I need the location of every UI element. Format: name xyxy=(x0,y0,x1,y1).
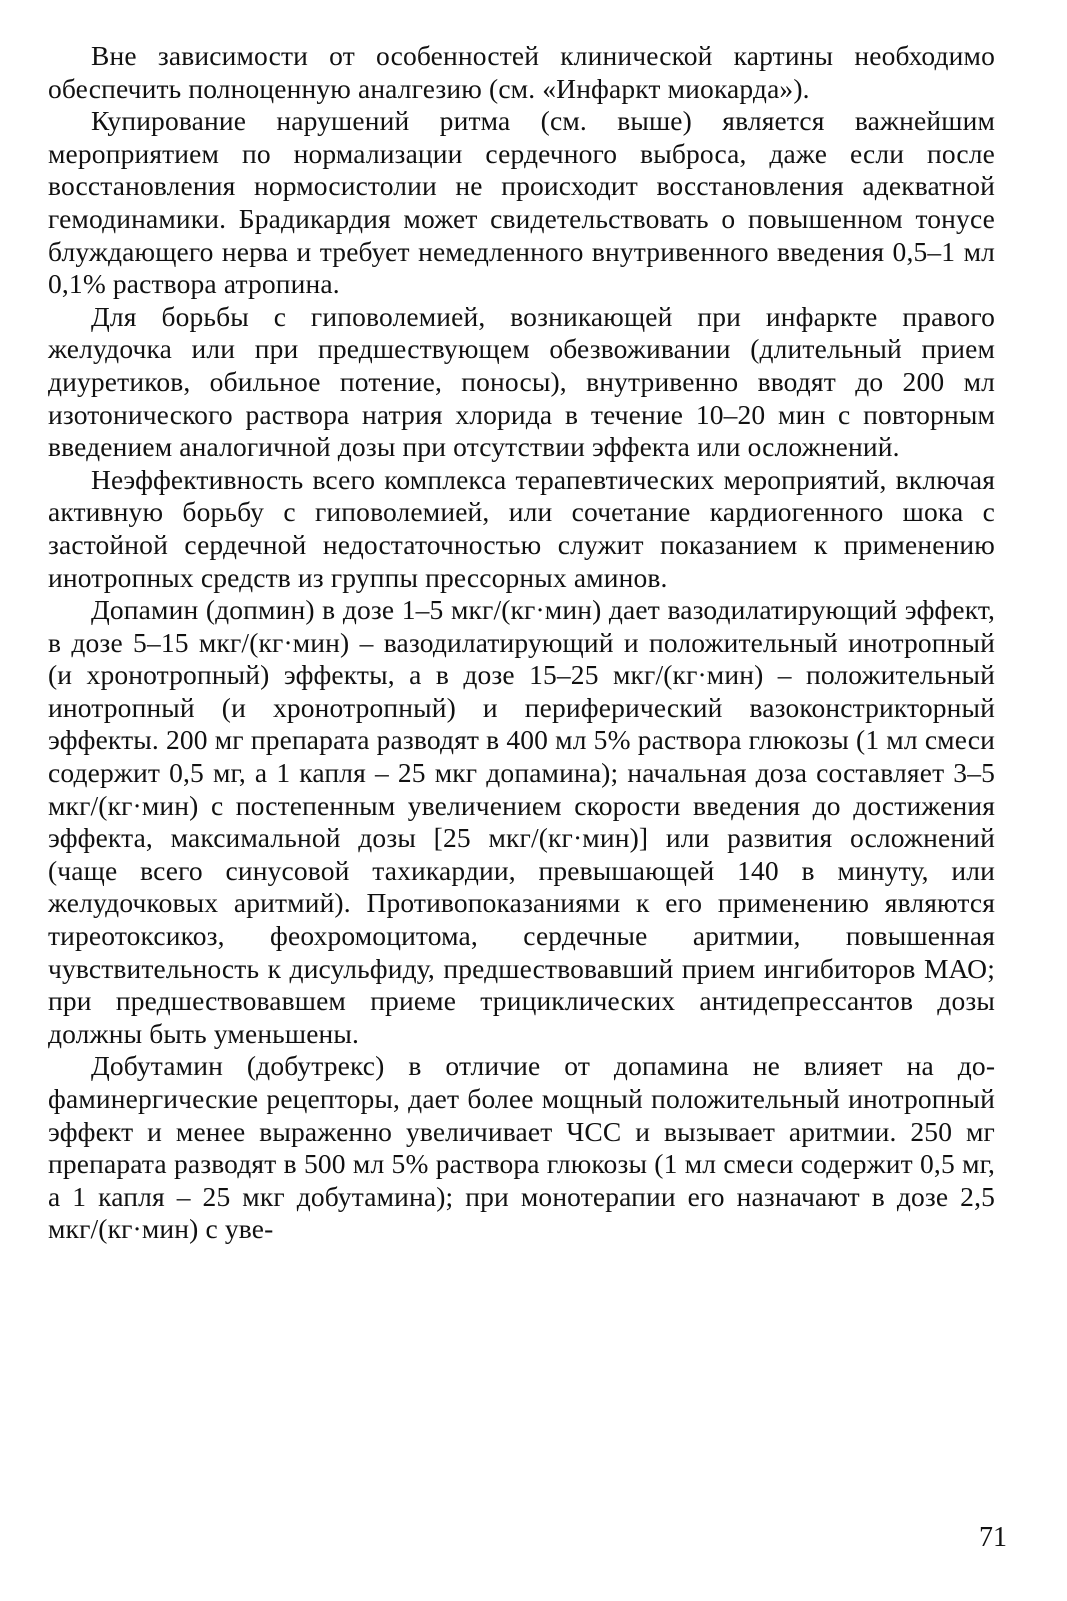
paragraph-arrhythmia: Купирование нарушений ритма (см. выше) является важнейшим мероприятием по нормализации сердечного выброса, даже если после восстановления нормосистолии не происходит восстановления адекватной гемодинамики. Брадикардия может свидетельствовать о повышенном тонусе блуждающего нерва и требует немедленного внутривенного введения 0,5–1 мл 0,1% раствора атропина. xyxy=(48,105,995,300)
paragraph-dopamine: Допамин (допмин) в дозе 1–5 мкг/(кг·мин) дает вазодилатирующий эффект, в дозе 5–15 мкг/(кг·мин) – вазодилатирующий и положительный инотропный (и хронотропный) эффекты, а в дозе 15–25 мкг/(кг·мин) – положительный инотропный (и хронотропный) и периферический вазоконстрикторный эффекты. 200 мг препарата разводят в 400 мл 5% раствора глюкозы (1 мл смеси содержит 0,5 мг, а 1 капля – 25 мкг допамина); начальная доза составляет 3–5 мкг/(кг·мин) с постепенным увеличением скорости введения до достижения эффекта, максимальной дозы [25 мкг/(кг·мин)] или развития осложнений (чаще всего синусовой тахикардии, превышающей 140 в минуту, или желудочковых аритмий). Противопоказаниями к его применению являются тиреотоксикоз, феохромоцитома, сердечные аритмии, повышенная чувствительность к дисульфиду, предшествовавший прием ингибиторов МАО; при предшествовавшем приеме трициклических антидепрессантов дозы должны быть уменьшены. xyxy=(48,594,995,1049)
paragraph-analgesia: Вне зависимости от особенностей клинической картины необходимо обеспечить полноценную аналгезию (см. «Инфаркт миокарда»). xyxy=(48,40,995,104)
page-number: 71 xyxy=(979,1522,1007,1553)
paragraph-hypovolemia: Для борьбы с гиповолемией, возникающей при инфаркте правого желудочка или при предшествующем обезвоживании (длительный прием диуретиков, обильное потение, поносы), внутривенно вводят до 200 мл изотонического раствора натрия хлорида в течение 10–20 мин с повторным введением аналогичной дозы при отсутствии эффекта или осложнений. xyxy=(48,300,995,463)
paragraph-dobutamine: Добутамин (добутрекс) в отличие от допамина не влияет на дофаминергические рецепторы, дает более мощный положительный инотропный эффект и менее выраженно увеличивает ЧСС и вызывает аритмии. 250 мг препарата разводят в 500 мл 5% раствора глюкозы (1 мл смеси содержит 0,5 мг, а 1 капля – 25 мкг добутамина); при монотерапии его назначают в дозе 2,5 мкг/(кг·мин) с уве- xyxy=(48,1050,995,1245)
paragraph-inotropic-indication: Неэффективность всего комплекса терапевтических мероприятий, включая активную борьбу с гиповолемией, или сочетание кардиогенного шока с застойной сердечной недостаточностью служит показанием к применению инотропных средств из группы прессорных аминов. xyxy=(48,463,995,593)
page-body xyxy=(48,40,995,1246)
